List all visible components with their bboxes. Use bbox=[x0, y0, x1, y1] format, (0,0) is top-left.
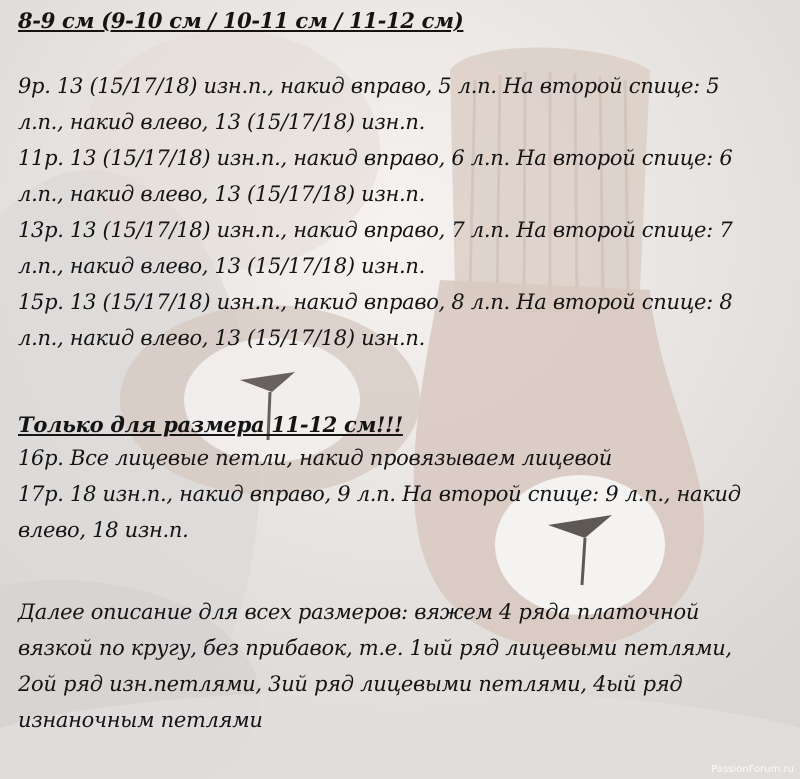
row-line: влево, 18 изн.п. bbox=[18, 518, 189, 542]
all-sizes-line: 2ой ряд изн.петлями, 3ий ряд лицевыми петлями, 4ый ряд bbox=[18, 672, 683, 696]
sizes-heading: 8-9 см (9-10 см / 10-11 см / 11-12 см) bbox=[18, 8, 464, 33]
row-line: л.п., накид влево, 13 (15/17/18) изн.п. bbox=[18, 254, 425, 278]
row-line: 16р. Все лицевые петли, накид провязываем лицевой bbox=[18, 446, 612, 470]
row-line: 15р. 13 (15/17/18) изн.п., накид вправо, 8 л.п. На второй спице: 8 bbox=[18, 290, 733, 314]
row-line: л.п., накид влево, 13 (15/17/18) изн.п. bbox=[18, 110, 425, 134]
all-sizes-line: Далее описание для всех размеров: вяжем 4 ряда платочной bbox=[18, 600, 700, 624]
row-line: л.п., накид влево, 13 (15/17/18) изн.п. bbox=[18, 182, 425, 206]
all-sizes-line: вязкой по кругу, без прибавок, т.е. 1ый ряд лицевыми петлями, bbox=[18, 636, 732, 660]
size-only-heading: Только для размера 11-12 см!!! bbox=[18, 412, 403, 437]
row-line: 11р. 13 (15/17/18) изн.п., накид вправо, 6 л.п. На второй спице: 6 bbox=[18, 146, 733, 170]
all-sizes-line: изнаночным петлями bbox=[18, 708, 263, 732]
row-line: 13р. 13 (15/17/18) изн.п., накид вправо, 7 л.п. На второй спице: 7 bbox=[18, 218, 733, 242]
row-line: 17р. 18 изн.п., накид вправо, 9 л.п. На второй спице: 9 л.п., накид bbox=[18, 482, 741, 506]
watermark: PassionForum.ru bbox=[711, 764, 794, 775]
row-line: 9р. 13 (15/17/18) изн.п., накид вправо, 5 л.п. На второй спице: 5 bbox=[18, 74, 720, 98]
row-line: л.п., накид влево, 13 (15/17/18) изн.п. bbox=[18, 326, 425, 350]
